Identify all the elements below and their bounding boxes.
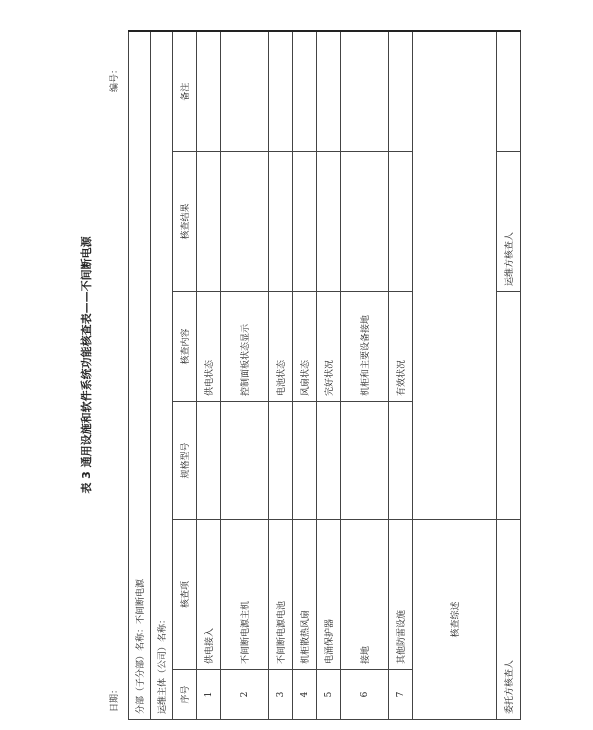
row-seq: 7	[389, 670, 413, 720]
row-content: 控制面板状态显示	[221, 292, 269, 402]
page-title: 表 3 通用设施和软件系统功能核查表——不间断电源	[80, 236, 93, 494]
operator-signer-field[interactable]	[497, 31, 521, 151]
row-result-cell[interactable]	[389, 152, 413, 292]
row-result-cell[interactable]	[221, 152, 269, 292]
row-remark-cell[interactable]	[293, 31, 317, 151]
row-model-cell[interactable]	[221, 402, 269, 520]
row-result-cell[interactable]	[197, 152, 221, 292]
row-item: 不间断电源电池	[269, 520, 293, 670]
row-item: 供电接入	[197, 520, 221, 670]
row-item: 其他防雷设施	[389, 520, 413, 670]
row-model-cell[interactable]	[269, 402, 293, 520]
row-result-cell[interactable]	[317, 152, 341, 292]
header-model: 规格型号	[173, 402, 197, 520]
operator-signer-label: 运维方核查人	[497, 152, 521, 292]
row-remark-cell[interactable]	[389, 31, 413, 151]
row-seq: 1	[197, 670, 221, 720]
row-remark-cell[interactable]	[197, 31, 221, 151]
row-seq: 6	[341, 670, 389, 720]
summary-label: 核查综述	[413, 520, 497, 720]
row-content: 有效状况	[389, 292, 413, 402]
row-content: 完好状况	[317, 292, 341, 402]
row-seq: 5	[317, 670, 341, 720]
check-table	[128, 30, 521, 720]
branch-name-cell: 分部（子分部）名称：不间断电源	[129, 31, 151, 719]
row-model-cell[interactable]	[293, 402, 317, 520]
row-remark-cell[interactable]	[317, 31, 341, 151]
row-item: 不间断电源主机	[221, 520, 269, 670]
row-item: 机柜散热风扇	[293, 520, 317, 670]
header-item: 核查项	[173, 520, 197, 670]
header-remark: 备注	[173, 31, 197, 151]
row-seq: 4	[293, 670, 317, 720]
client-signer-field[interactable]	[497, 292, 521, 520]
row-result-cell[interactable]	[293, 152, 317, 292]
row-remark-cell[interactable]	[269, 31, 293, 151]
row-model-cell[interactable]	[389, 402, 413, 520]
header-content: 核查内容	[173, 292, 197, 402]
row-content: 机柜和主要设备接地	[341, 292, 389, 402]
row-content: 电池状态	[269, 292, 293, 402]
date-label: 日期：	[110, 684, 120, 712]
operator-name-cell: 运维主体（公司）名称：	[151, 31, 173, 719]
row-remark-cell[interactable]	[341, 31, 389, 151]
header-seq: 序号	[173, 670, 197, 720]
row-item: 接地	[341, 520, 389, 670]
summary-field[interactable]	[413, 31, 497, 519]
row-result-cell[interactable]	[269, 152, 293, 292]
row-model-cell[interactable]	[197, 402, 221, 520]
row-content: 风扇状态	[293, 292, 317, 402]
row-item: 电涌保护器	[317, 520, 341, 670]
row-content: 供电状态	[197, 292, 221, 402]
row-seq: 3	[269, 670, 293, 720]
row-model-cell[interactable]	[317, 402, 341, 520]
header-result: 核查结果	[173, 152, 197, 292]
document-number-label: 编号：	[110, 65, 120, 93]
row-seq: 2	[221, 670, 269, 720]
row-model-cell[interactable]	[341, 402, 389, 520]
row-result-cell[interactable]	[341, 152, 389, 292]
client-signer-label: 委托方核查人	[497, 520, 521, 720]
row-remark-cell[interactable]	[221, 31, 269, 151]
